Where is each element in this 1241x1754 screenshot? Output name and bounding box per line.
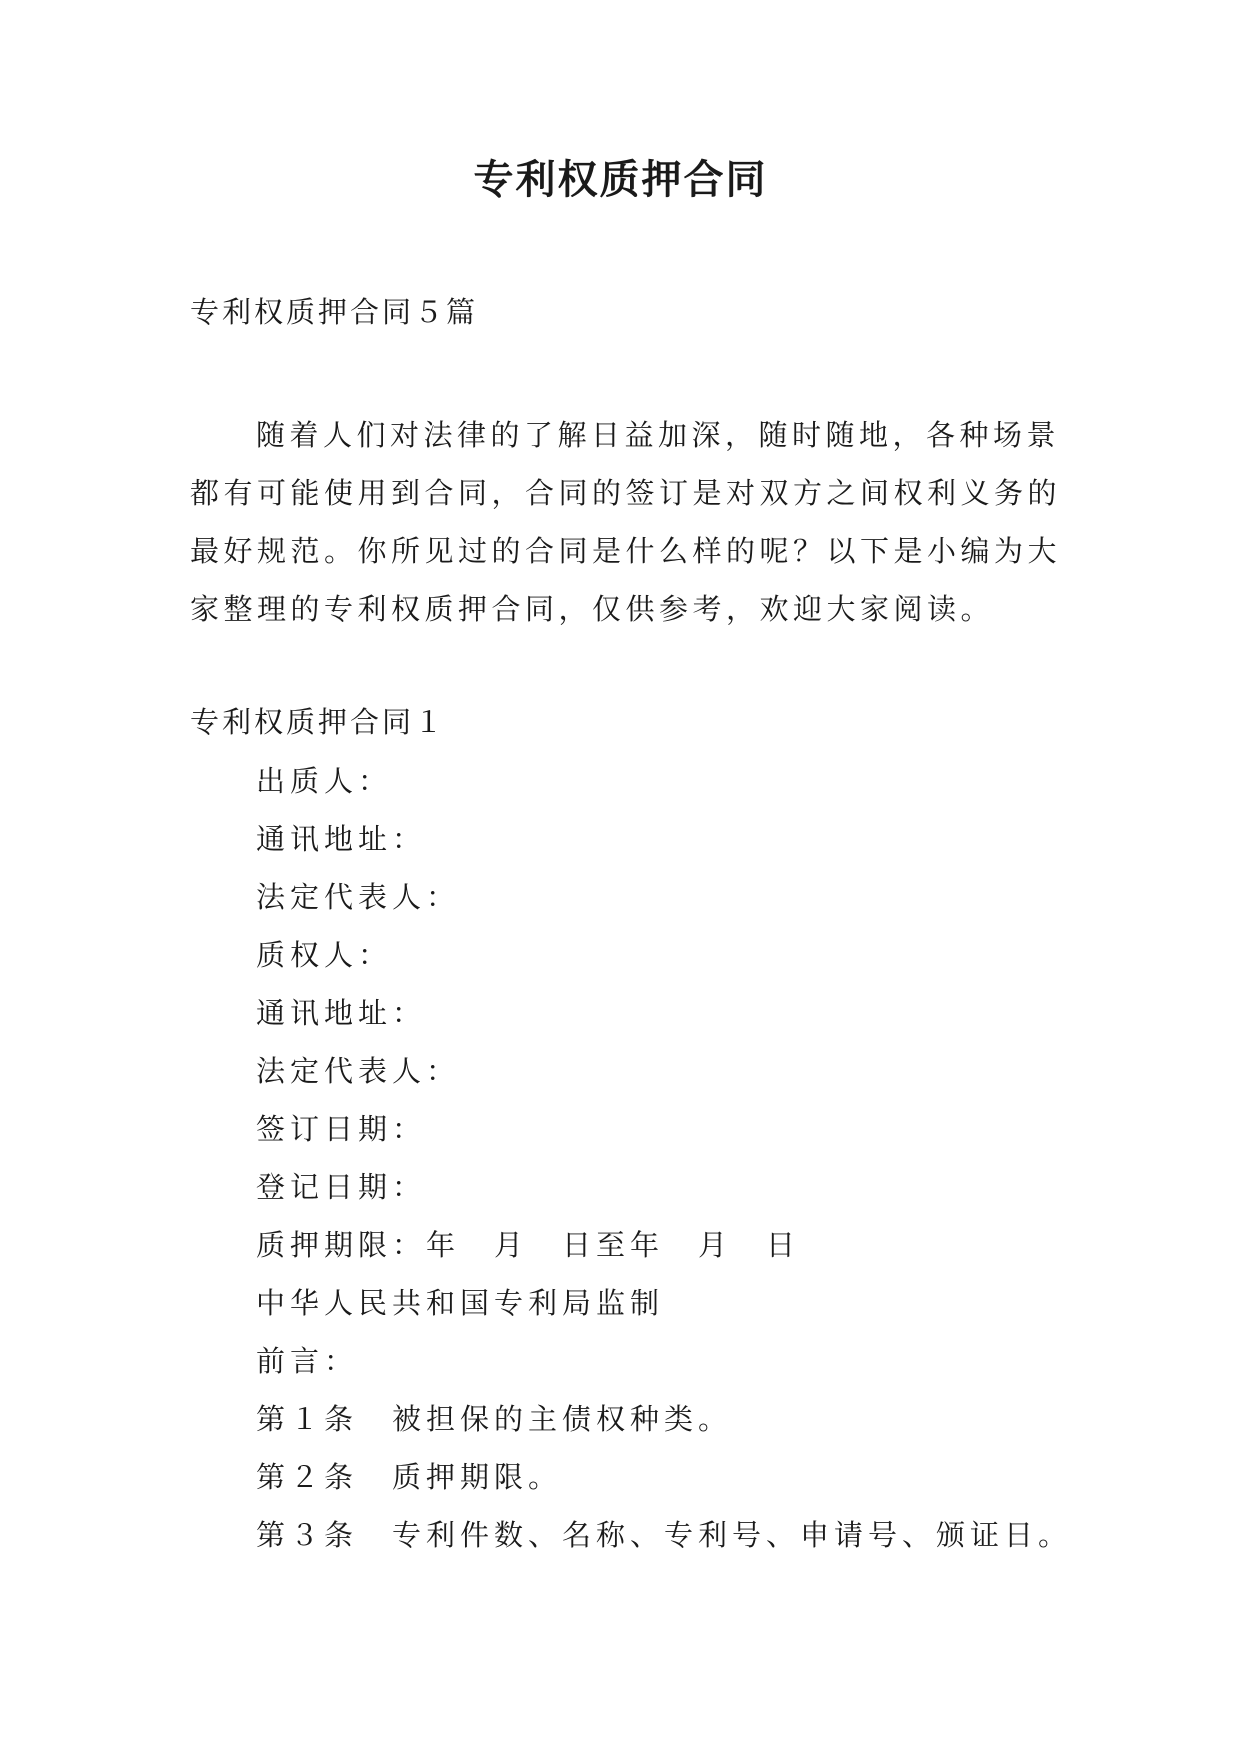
contract-line: 中华人民共和国专利局监制 xyxy=(256,1286,665,1320)
contract-line: 登记日期： xyxy=(256,1170,427,1204)
contract-line: 第３条 专利件数、名称、专利号、申请号、颁证日。 xyxy=(256,1518,1073,1552)
contract-line: 通讯地址： xyxy=(256,996,427,1030)
document-subtitle: 专利权质押合同５篇 xyxy=(190,295,479,329)
contract-line: 质权人： xyxy=(256,938,393,972)
contract-line: 法定代表人： xyxy=(256,1054,461,1088)
intro-paragraph: 随着人们对法律的了解日益加深，随时随地，各种场景都有可能使用到合同，合同的签订是对双方之间权利义务的最好规范。你所见过的合同是什么样的呢？以下是小编为大家整理的专利权质押合同，仅供参考，欢迎大家阅读。 xyxy=(190,418,1062,626)
contract-line: 质押期限：年 月 日至年 月 日 xyxy=(256,1228,801,1262)
contract-line: 通讯地址： xyxy=(256,822,427,856)
section-heading: 专利权质押合同１ xyxy=(190,705,447,739)
document-title: 专利权质押合同 xyxy=(473,156,768,203)
contract-line: 法定代表人： xyxy=(256,880,461,914)
contract-line: 签订日期： xyxy=(256,1112,427,1146)
contract-line: 前言： xyxy=(256,1344,359,1378)
contract-line: 出质人： xyxy=(256,764,393,798)
contract-line: 第２条 质押期限。 xyxy=(256,1460,563,1494)
contract-line: 第１条 被担保的主债权种类。 xyxy=(256,1402,733,1436)
contract-field-list xyxy=(256,752,1072,1564)
